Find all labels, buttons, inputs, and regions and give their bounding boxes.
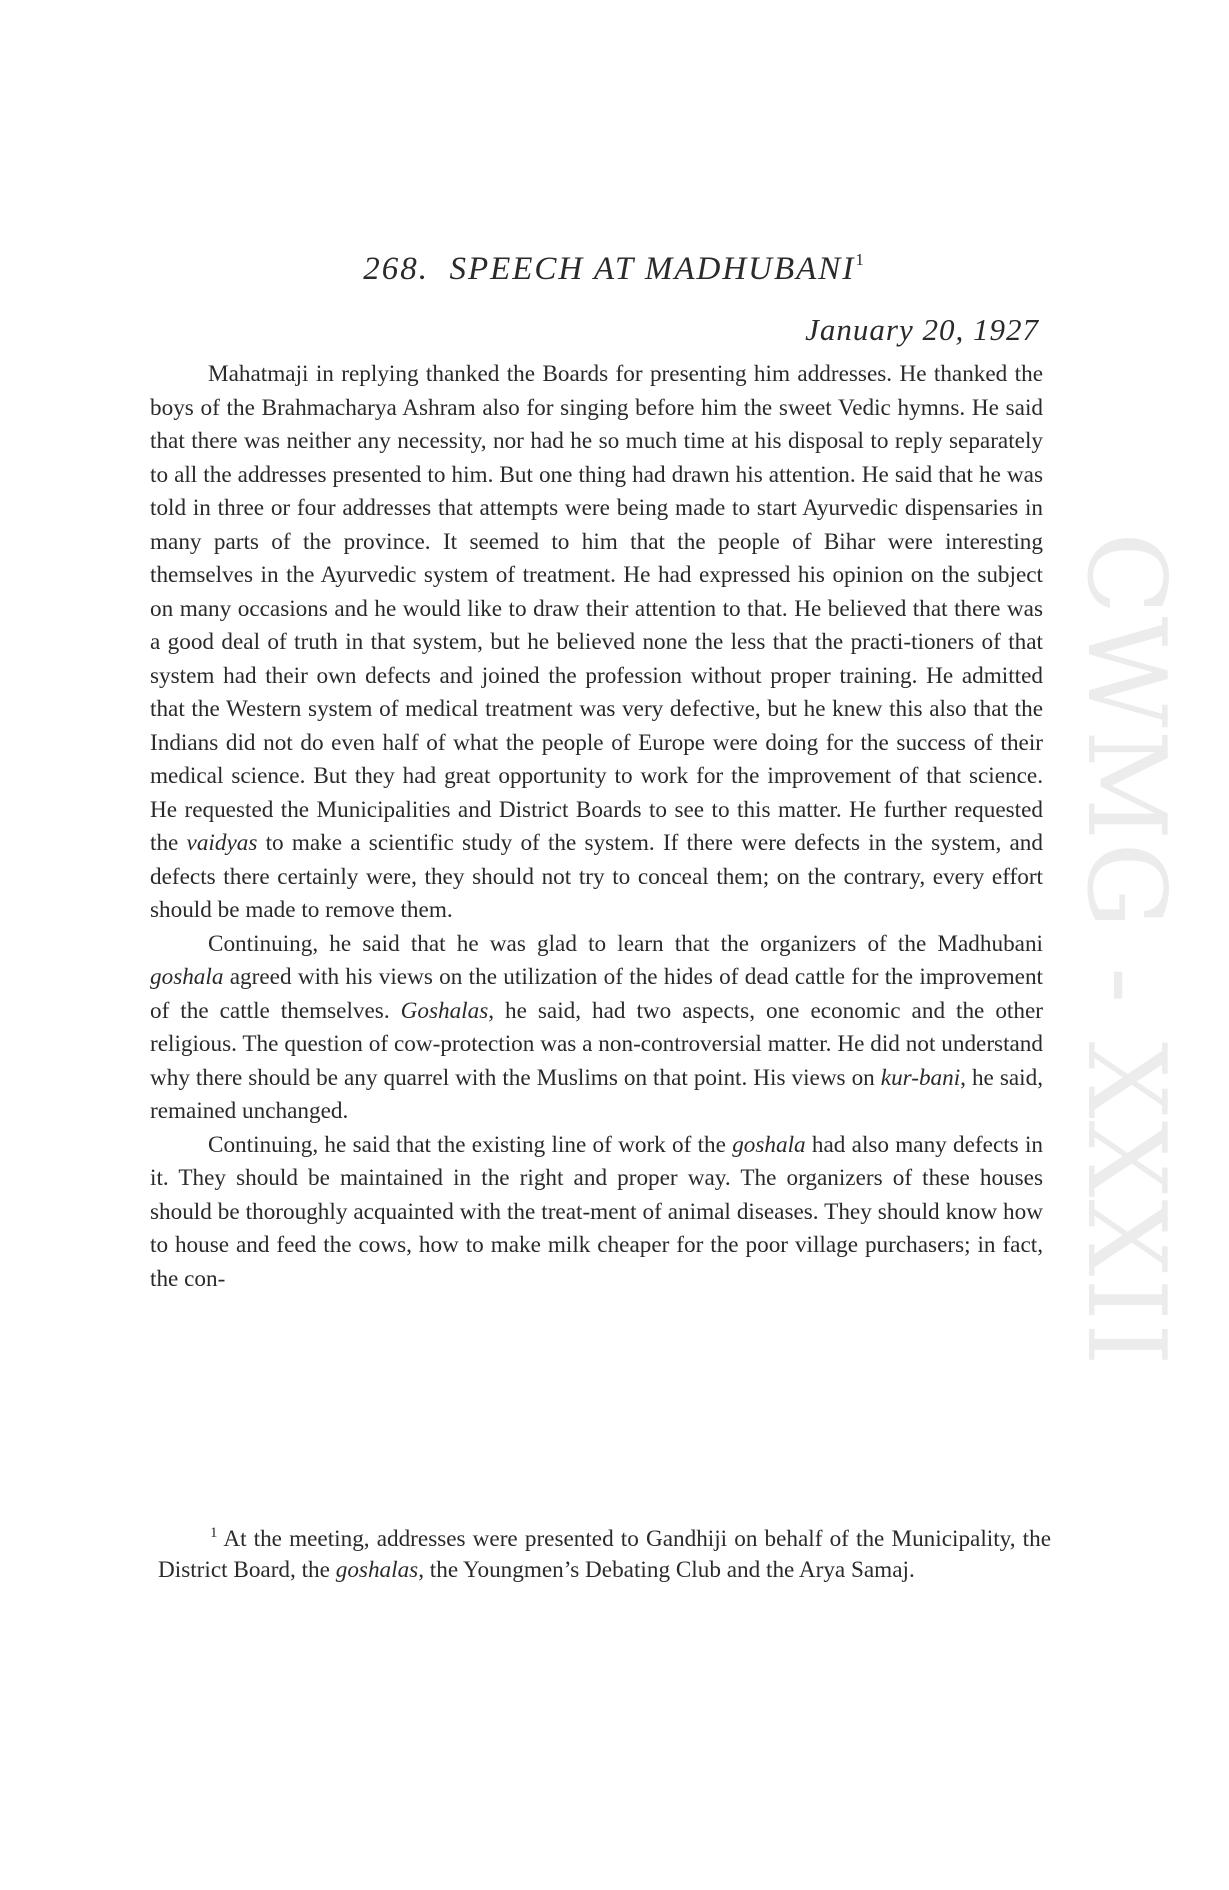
paragraph-1 bbox=[150, 358, 1043, 928]
text-segment: , he said, remained unchanged. bbox=[150, 1064, 1044, 1124]
italic-term-vaidyas: vaidyas bbox=[186, 830, 258, 856]
text-segment: had also many defects in it. They should be maintained in the right and proper way. The organizers of these houses should be thoroughly acquainted with the treat-ment of animal diseases. They should know how to house and feed the cows, how to make milk cheaper for the poor village purchasers; in fact, the con- bbox=[150, 1131, 1043, 1292]
footnote bbox=[158, 1518, 1051, 1586]
footnote-text: At the meeting, addresses were presented to Gandhiji on behalf of the Municipality, the District Board, the bbox=[158, 1526, 1051, 1583]
title-footnote-marker: 1 bbox=[855, 250, 866, 269]
italic-term-goshalas: Goshalas bbox=[400, 997, 489, 1024]
text-segment: Mahatmaji in replying thanked the Boards for presenting him addresses. He thanked the boys of the Brahmacharya Ashram also for singing before him the sweet Vedic hymns. He said that there was neither any necessity, nor had he so much time at his disposal to reply separately to all the addresses presented to him. But one thing had drawn his attention. He said that he was told in three or four addresses that attempts were being made to start Ayurvedic dispensaries in many parts of the province. It seemed to him that the people of Bihar were interesting themselves in the Ayurvedic system of treatment. He had expressed his opinion on the subject on many occasions and he would like to draw their attention to that. He believed that there was a good deal of truth in that system, but he believed none the less that the practi-tioners of that system had their own defects and joined the profession without proper training. He admitted that the Western system of medical treatment was very defective, but he knew this also that the Indians did not do even half of what the people of Europe were doing for the success of their medical science. But they had great opportunity to work for the improvement of that science. He requested the Municipalities and District Boards to see to this matter. He further requested the bbox=[150, 361, 1043, 856]
dateline: January 20, 1927 bbox=[805, 312, 1039, 347]
footnote-text: , the Youngmen’s Debating Club and the Arya Samaj. bbox=[418, 1557, 915, 1583]
text-segment: agreed with his views on the utilization of the hides of dead cattle for the improvement of the cattle themselves. bbox=[150, 964, 1043, 1024]
footnote-1 bbox=[158, 1518, 1051, 1586]
paragraph-3 bbox=[150, 1129, 1043, 1297]
paragraph-2 bbox=[150, 928, 1043, 1129]
italic-term-goshala: goshala bbox=[150, 964, 224, 990]
text-segment: , he said, had two aspects, one economic and the other religious. The question of cow-protection was a non-controversial matter. He did not understand why there should be any quarrel with the Muslims on that point. His views on bbox=[150, 997, 1043, 1091]
text-segment: Continuing, he said that he was glad to learn that the organizers of the Madhubani bbox=[208, 930, 1043, 957]
speech-body bbox=[150, 358, 1043, 1296]
italic-term-kurbani: kur-bani bbox=[880, 1064, 961, 1091]
footnote-marker: 1 bbox=[210, 1525, 218, 1541]
italic-term-goshalas: goshalas bbox=[335, 1557, 419, 1583]
page-title bbox=[0, 250, 1229, 288]
watermark: CWMG - XXXII bbox=[1063, 532, 1188, 1368]
speech-number: 268. bbox=[363, 251, 429, 287]
italic-term-goshala: goshala bbox=[732, 1131, 806, 1158]
text-segment: Continuing, he said that the existing line of work of the bbox=[208, 1131, 733, 1158]
text-segment: to make a scientific study of the system. If there were defects in the system, and defects there certainly were, they should not try to conceal them; on the contrary, every effort should be made to remove them. bbox=[150, 830, 1043, 923]
speech-title: SPEECH AT MADHUBANI bbox=[449, 251, 856, 287]
